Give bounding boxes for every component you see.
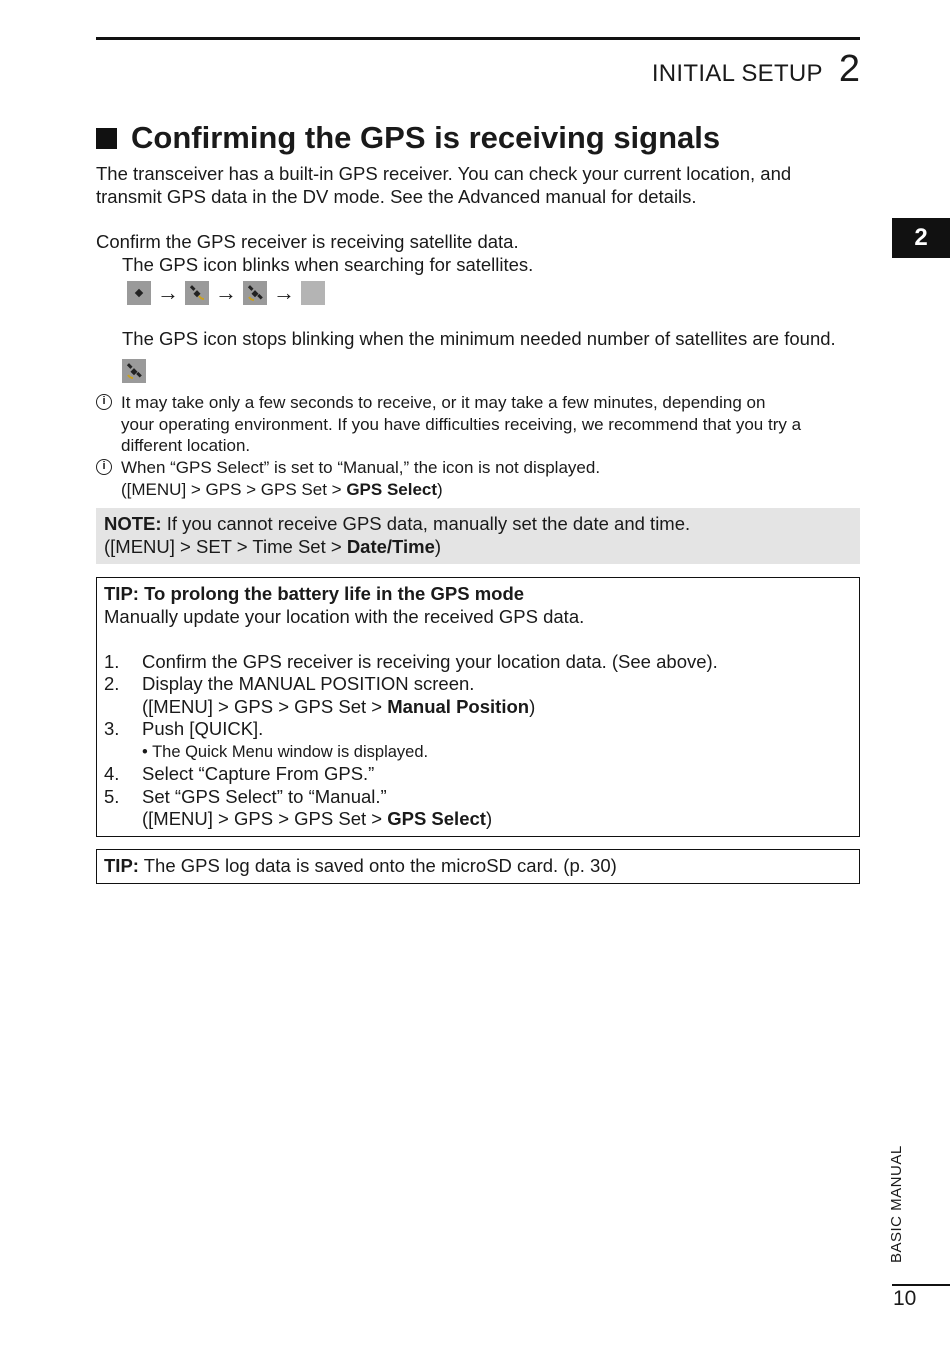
confirm-instruction: Confirm the GPS receiver is receiving satellite data. bbox=[96, 231, 519, 252]
tip-log-box bbox=[96, 849, 860, 884]
gps-blink-sequence bbox=[127, 281, 325, 305]
info-line-text: different location. bbox=[121, 436, 251, 455]
note-label: NOTE: bbox=[104, 513, 162, 534]
top-rule bbox=[96, 37, 860, 40]
intro-paragraph bbox=[96, 163, 791, 208]
manual-label: BASIC MANUAL bbox=[888, 1145, 905, 1263]
gps-locked-row bbox=[122, 359, 146, 383]
tip-title: TIP: To prolong the battery life in the GPS mode bbox=[104, 583, 525, 604]
tip-subtitle: Manually update your location with the received GPS data. bbox=[104, 605, 585, 627]
info-note-2 bbox=[96, 457, 851, 500]
step-menu-path: ([MENU] > GPS > GPS Set > GPS Select) bbox=[142, 808, 493, 829]
step-item: 5. Set “GPS Select” to “Manual.” bbox=[104, 785, 387, 807]
chapter-title: INITIAL SETUP bbox=[651, 60, 823, 87]
menu-path: ([MENU] > GPS > GPS Set > GPS Select) bbox=[121, 479, 443, 499]
gps-blink-icon-2 bbox=[185, 281, 209, 305]
footer-rule bbox=[892, 1284, 950, 1286]
tip-label: TIP: bbox=[104, 855, 139, 876]
step-item: 3. Push [QUICK]. bbox=[104, 718, 264, 739]
arrow-icon: → bbox=[157, 280, 179, 305]
tip-battery-box bbox=[96, 577, 860, 837]
chapter-number: 2 bbox=[838, 48, 860, 90]
page-number: 10 bbox=[893, 1287, 917, 1310]
gps-blink-icon-1 bbox=[127, 281, 151, 305]
chapter-side-tab: 2 bbox=[892, 218, 950, 258]
note-menu-path: ([MENU] > SET > Time Set > Date/Time) bbox=[104, 535, 442, 557]
gps-locked-icon bbox=[122, 359, 146, 383]
info-icon: i bbox=[96, 459, 112, 475]
tip-text: The GPS log data is saved onto the microSD card. (p. 30) bbox=[138, 855, 617, 876]
arrow-icon: → bbox=[273, 280, 295, 305]
section-title-text: Confirming the GPS is receiving signals bbox=[131, 120, 721, 155]
step-menu-path: ([MENU] > GPS > GPS Set > Manual Position) bbox=[142, 695, 536, 717]
info-note-1 bbox=[96, 392, 851, 457]
step-item: 1. Confirm the GPS receiver is receiving your location data. (See above). bbox=[104, 650, 718, 672]
intro-line: transmit GPS data in the DV mode. See the Advanced manual for details. bbox=[96, 185, 697, 207]
gps-blink-icon-blank bbox=[301, 281, 325, 305]
intro-line: The transceiver has a built-in GPS receiver. You can check your current location, and bbox=[96, 163, 792, 184]
info-line-text: It may take only a few seconds to receive, or it may take a few minutes, depending on bbox=[121, 393, 766, 412]
blink-description: The GPS icon blinks when searching for satellites. bbox=[122, 254, 534, 275]
step-item: 2. Display the MANUAL POSITION screen. bbox=[104, 673, 475, 694]
gps-blink-icon-3 bbox=[243, 281, 267, 305]
square-bullet-icon bbox=[96, 128, 117, 149]
info-line-text: your operating environment. If you have difficulties receiving, we recommend that you try a bbox=[121, 414, 802, 434]
stop-description: The GPS icon stops blinking when the minimum needed number of satellites are found. bbox=[122, 328, 836, 349]
note-text: If you cannot receive GPS data, manually set the date and time. bbox=[161, 513, 691, 534]
info-icon: i bbox=[96, 394, 112, 410]
info-line-text: When “GPS Select” is set to “Manual,” the icon is not displayed. bbox=[121, 458, 601, 477]
note-box bbox=[96, 508, 860, 564]
step-bullet: • The Quick Menu window is displayed. bbox=[142, 742, 429, 761]
section-title bbox=[96, 120, 720, 156]
chapter-header bbox=[652, 48, 860, 91]
step-item: 4. Select “Capture From GPS.” bbox=[104, 763, 375, 784]
arrow-icon: → bbox=[215, 280, 237, 305]
